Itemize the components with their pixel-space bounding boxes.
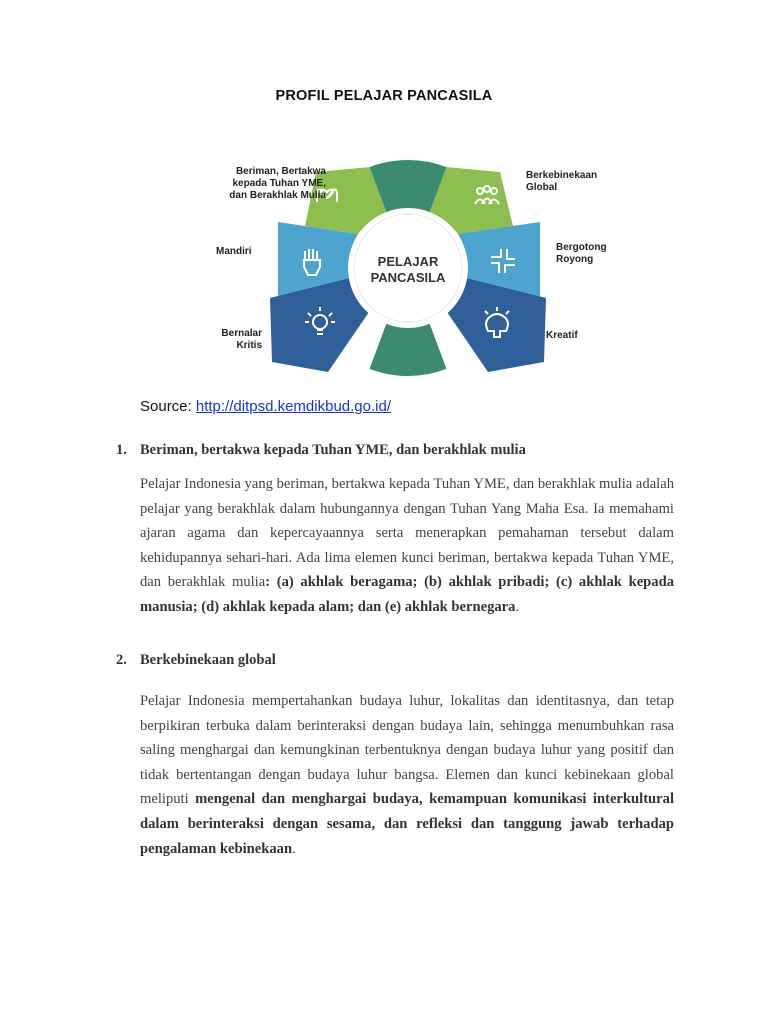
center-text-line2: PANCASILA	[370, 270, 446, 285]
section-1-number: 1.	[116, 442, 127, 458]
section-2-text: Pelajar Indonesia mempertahankan budaya luhur, lokalitas dan identitasnya, dan tetap berpikiran terbuka dalam berinteraksi dengan budaya lain, sehingga menumbuhkan rasa saling menghargai dan kemungkinan terbentuknya dengan budaya luhur yang positif dan tidak bertentangan dengan budaya luhur bangsa. Elemen dan kunci kebinekaan global meliputi	[140, 693, 674, 808]
section-1-bold-text: : (a) akhlak beragama; (b) akhlak pribadi; (c) akhlak kepada manusia; (d) akhlak kepada alam; dan (e) akhlak bernegara	[140, 574, 674, 615]
label-beriman: Beriman, Bertakwa kepada Tuhan YME, dan Berakhlak Mulia	[229, 166, 326, 201]
label-mandiri: Mandiri	[216, 246, 252, 257]
pancasila-diagram	[170, 150, 620, 400]
section-1-heading	[116, 442, 526, 459]
section-2-title: Berkebinekaan global	[140, 652, 276, 668]
section-1-paragraph	[140, 472, 674, 620]
section-2-number: 2.	[116, 652, 127, 668]
section-1-text: Pelajar Indonesia yang beriman, bertakwa kepada Tuhan YME, dan berakhlak mulia adalah pelajar yang berakhlak dalam hubungannya dengan Tuhan Yang Maha Esa. Ia memahami ajaran agama dan kepercayaannya serta menerapkan pemahaman tersebut dalam kehidupannya sehari-hari. Ada lima elemen kunci beriman, bertakwa kepada Tuhan YME, dan berakhlak mulia	[140, 476, 674, 591]
label-bergotong: Bergotong Royong	[556, 242, 607, 265]
section-1-end: .	[515, 598, 520, 615]
label-bernalar: Bernalar Kritis	[221, 328, 262, 351]
section-2-bold-text: mengenal dan menghargai budaya, kemampuan komunikasi interkultural dalam berinteraksi dengan sesama, dan refleksi dan tanggung jawab terhadap pengalaman kebinekaan	[140, 791, 674, 857]
section-1-title: Beriman, bertakwa kepada Tuhan YME, dan berakhlak mulia	[140, 442, 526, 458]
section-2-heading	[116, 652, 276, 669]
source-link[interactable]: http://ditpsd.kemdikbud.go.id/	[195, 398, 391, 415]
center-text-line1: PELAJAR	[377, 254, 439, 269]
source-label: Source:	[140, 398, 196, 415]
segment-bottom	[370, 322, 447, 376]
source-line	[140, 398, 391, 415]
page-title: PROFIL PELAJAR PANCASILA	[275, 88, 493, 104]
section-2-paragraph	[140, 689, 674, 861]
label-kreatif: Kreatif	[546, 330, 578, 341]
section-2-end: .	[292, 840, 296, 857]
label-berkebinekaan: Berkebinekaan Global	[526, 170, 598, 193]
